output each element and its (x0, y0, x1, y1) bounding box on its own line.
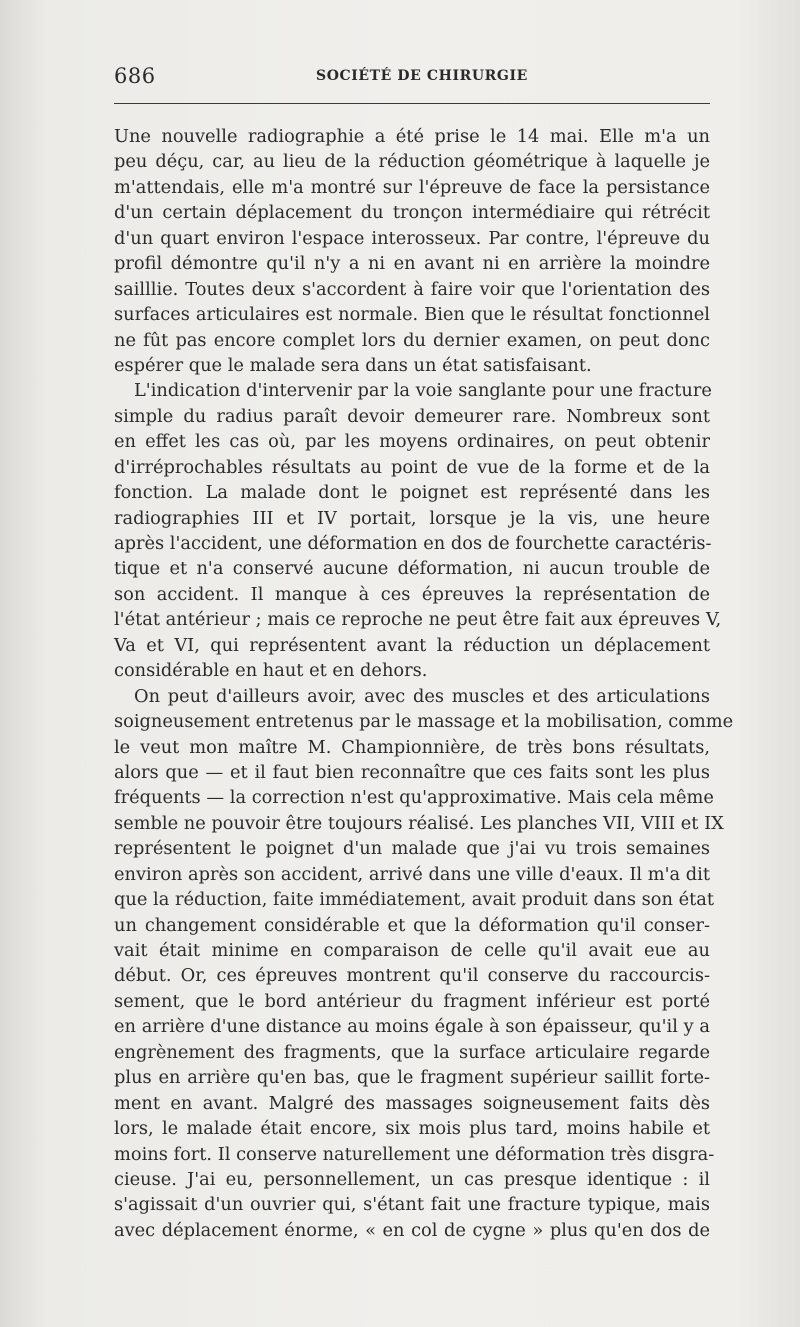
text-line: environ après son accident, arrivé dans une ville d'eaux. Il m'a dit (114, 863, 710, 885)
page-number: 686 (114, 64, 156, 88)
running-title: SOCIÉTÉ DE CHIRURGIE (316, 68, 528, 84)
text-line: d'un certain déplacement du tronçon intermédiaire qui rétrécit (114, 202, 710, 224)
text-line: simple du radius paraît devoir demeurer rare. Nombreux sont (114, 405, 710, 427)
text-line: début. Or, ces épreuves montrent qu'il conserve du raccourcis- (114, 965, 710, 987)
text-line: fréquents — la correction n'est qu'approximative. Mais cela même (114, 787, 714, 809)
text-line: que la réduction, faite immédiatement, avait produit dans son état (114, 889, 715, 911)
text-line: L'indication d'intervenir par la voie sanglante pour une fracture (134, 380, 712, 402)
text-line: semble ne pouvoir être toujours réalisé. Les planches VII, VIII et IX (114, 812, 724, 834)
text-line: radiographies III et IV portait, lorsque je la vis, une heure (114, 507, 710, 529)
text-line: après l'accident, une déformation en dos de fourchette caractéris- (114, 533, 712, 554)
text-line: engrènement des fragments, que la surface articulaire regarde (114, 1041, 710, 1063)
text-line: Une nouvelle radiographie a été prise le 14 mai. Elle m'a un (114, 126, 710, 147)
text-line: représentent le poignet d'un malade que j'ai vu trois semaines (114, 838, 710, 860)
text-line: On peut d'ailleurs avoir, avec des muscles et des articulations (134, 685, 710, 707)
text-line: tique et n'a conservé aucune déformation, ni aucun trouble de (114, 558, 710, 580)
text-line: en effet les cas où, par les moyens ordinaires, on peut obtenir (114, 431, 710, 453)
text-line: peu déçu, car, au lieu de la réduction géométrique à laquelle je (114, 151, 710, 173)
text-line: le veut mon maître M. Championnière, de très bons résultats, (114, 736, 710, 758)
text-line: d'un quart environ l'espace interosseux. Par contre, l'épreuve du (114, 227, 710, 249)
body-text (114, 124, 734, 1243)
header-rule (114, 103, 710, 104)
text-line: d'irréprochables résultats au point de vue de la forme et de la (114, 456, 710, 478)
text-line: en arrière d'une distance au moins égale à son épaisseur, qu'il y a (114, 1016, 710, 1038)
text-line: surfaces articulaires est normale. Bien que le résultat fonctionnel (114, 304, 710, 326)
text-line: sement, que le bord antérieur du fragment inférieur est porté (114, 990, 710, 1012)
text-line: avec déplacement énorme, « en col de cygne » plus qu'en dos de (114, 1219, 710, 1241)
text-line: profil démontre qu'il n'y a ni en avant ni en arrière la moindre (114, 253, 710, 275)
text-line: m'attendais, elle m'a montré sur l'épreuve de face la persistance (114, 176, 710, 198)
text-line: son accident. Il manque à ces épreuves la représentation de (114, 583, 710, 605)
text-line: un changement considérable et que la déformation qu'il conser- (114, 914, 710, 936)
text-line: ne fût pas encore complet lors du dernier examen, on peut donc (114, 329, 710, 351)
text-line: considérable en haut et en dehors. (114, 660, 428, 682)
text-line: l'état antérieur ; mais ce reproche ne peut être fait aux épreuves V, (114, 609, 722, 631)
text-line: sailllie. Toutes deux s'accordent à faire voir que l'orientation des (114, 278, 710, 300)
text-line: ment en avant. Malgré des massages soigneusement faits dès (114, 1092, 710, 1114)
text-line: s'agissait d'un ouvrier qui, s'étant fait une fracture typique, mais (114, 1194, 710, 1216)
text-line: vait était minime en comparaison de celle qu'il avait eue au (114, 940, 710, 961)
page-header (114, 64, 710, 88)
text-line: fonction. La malade dont le poignet est représenté dans les (114, 482, 710, 504)
text-line: moins fort. Il conserve naturellement une déformation très disgra- (114, 1143, 715, 1165)
text-line: Va et VI, qui représentent avant la réduction un déplacement (114, 634, 710, 656)
text-line: soigneusement entretenus par le massage et la mobilisation, comme (114, 711, 734, 733)
text-line: espérer que le malade sera dans un état satisfaisant. (114, 354, 592, 376)
text-line: alors que — et il faut bien reconnaître que ces faits sont les plus (114, 761, 710, 783)
text-line: lors, le malade était encore, six mois plus tard, moins habile et (114, 1118, 710, 1140)
text-line: cieuse. J'ai eu, personnellement, un cas presque identique : il (114, 1168, 710, 1190)
text-line: plus en arrière qu'en bas, que le fragment supérieur saillit forte- (114, 1067, 710, 1089)
